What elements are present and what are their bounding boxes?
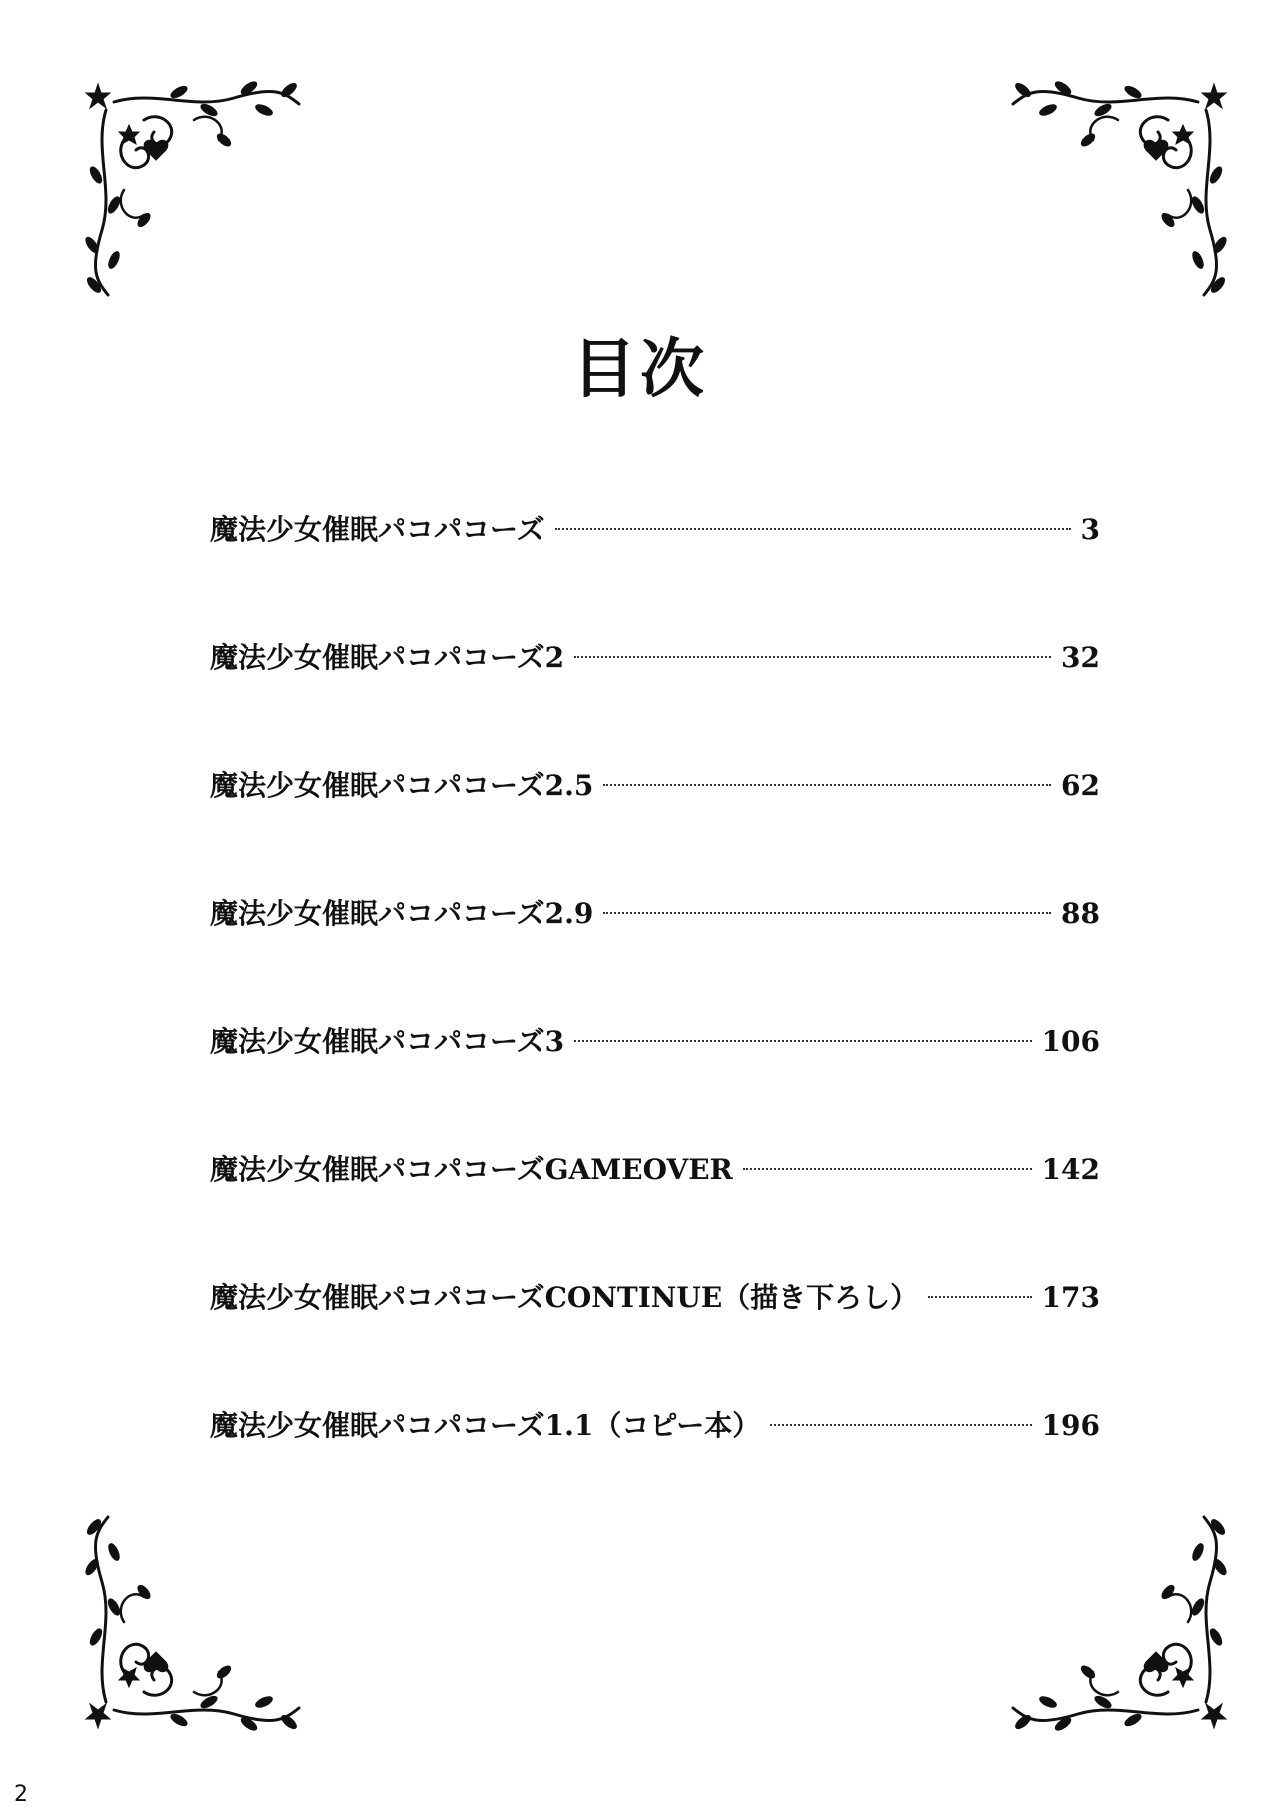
- dot-leader: [603, 912, 1051, 914]
- toc-entry-title: 魔法少女催眠パコパコーズGAMEOVER: [210, 1153, 733, 1186]
- toc-entry-page: 173: [1041, 1281, 1100, 1314]
- floral-vine-corner-icon: [998, 1502, 1228, 1732]
- toc-entry-page: 3: [1080, 513, 1100, 546]
- toc-entry[interactable]: [210, 638, 1100, 766]
- floral-vine-corner-icon: [998, 80, 1228, 310]
- dot-leader: [574, 1040, 1031, 1042]
- dot-leader: [603, 784, 1051, 786]
- page-title: 目次: [572, 332, 708, 407]
- floral-vine-corner-icon: [84, 1502, 314, 1732]
- toc-entry-page: 196: [1041, 1409, 1100, 1442]
- toc-entry[interactable]: [210, 1150, 1100, 1278]
- dot-leader: [928, 1296, 1031, 1298]
- floral-vine-corner-icon: [84, 80, 314, 310]
- toc-entry-title: 魔法少女催眠パコパコーズ2.9: [210, 897, 594, 930]
- toc-entry-page: 106: [1041, 1025, 1100, 1058]
- toc-entry-title: 魔法少女催眠パコパコーズ2.5: [210, 769, 594, 802]
- toc-entry[interactable]: [210, 766, 1100, 894]
- toc-entry[interactable]: [210, 894, 1100, 1022]
- dot-leader: [743, 1168, 1032, 1170]
- toc-entry[interactable]: [210, 1406, 1100, 1534]
- toc-entry-title: 魔法少女催眠パコパコーズ2: [210, 641, 565, 674]
- toc-entry-page: 62: [1061, 769, 1100, 802]
- floral-corner-ornament-top-left: [84, 80, 314, 310]
- dot-leader: [770, 1424, 1031, 1426]
- toc-list: [210, 510, 1100, 1534]
- dot-leader: [574, 656, 1051, 658]
- floral-corner-ornament-bottom-right: [998, 1502, 1228, 1732]
- toc-entry-page: 88: [1061, 897, 1100, 930]
- toc-entry[interactable]: [210, 1278, 1100, 1406]
- toc-entry-title: 魔法少女催眠パコパコーズ3: [210, 1025, 565, 1058]
- dot-leader: [555, 528, 1071, 530]
- floral-corner-ornament-top-right: [998, 80, 1228, 310]
- toc-entry[interactable]: [210, 1022, 1100, 1150]
- toc-entry-title: 魔法少女催眠パコパコーズCONTINUE（描き下ろし）: [210, 1281, 919, 1314]
- toc-entry-title: 魔法少女催眠パコパコーズ: [210, 513, 545, 546]
- toc-entry-page: 142: [1041, 1153, 1100, 1186]
- toc-entry[interactable]: [210, 510, 1100, 638]
- page-number: 2: [14, 1782, 28, 1807]
- toc-entry-page: 32: [1061, 641, 1100, 674]
- toc-entry-title: 魔法少女催眠パコパコーズ1.1（コピー本）: [210, 1409, 761, 1442]
- floral-corner-ornament-bottom-left: [84, 1502, 314, 1732]
